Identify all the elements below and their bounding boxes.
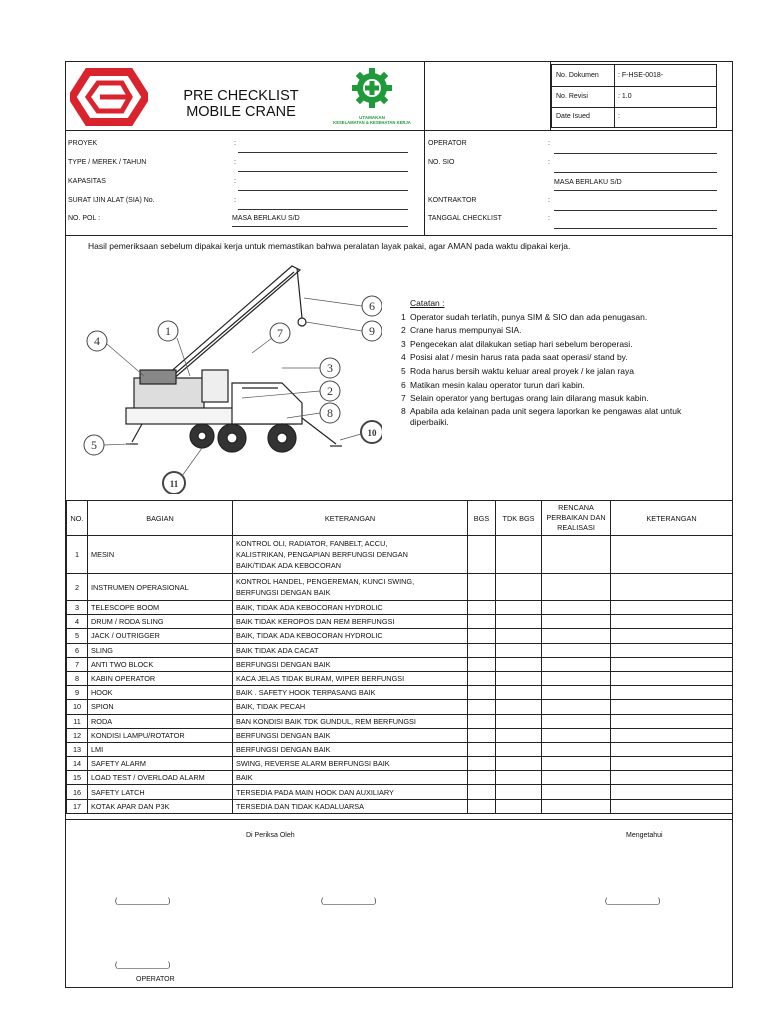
note-item: 1 Operator sudah terlatih, punya SIM & SIO dan ada penugasan. <box>401 311 648 322</box>
doc-number-value: : F-HSE-0018- <box>618 72 664 79</box>
row-keterangan-2-cell[interactable] <box>611 536 733 574</box>
keterangan-line: BAIK/TIDAK ADA KEBOCORAN <box>236 561 342 570</box>
row-tdk-bgs-cell[interactable] <box>496 536 542 574</box>
field-operator-line[interactable] <box>554 153 717 154</box>
field-sia-line[interactable] <box>238 209 408 210</box>
row-tdk-bgs-cell[interactable] <box>496 742 542 756</box>
row-bagian: HOOK <box>88 686 233 700</box>
row-number: 7 <box>67 657 88 671</box>
note-item: 2 Crane harus mempunyai SIA. <box>401 325 522 336</box>
diagram-label-8: 8 <box>327 406 333 420</box>
keterangan-line: KONTROL OLI, RADIATOR, FANBELT, ACCU, <box>236 539 388 548</box>
field-kapasitas-line[interactable] <box>238 190 408 191</box>
row-tdk-bgs-cell[interactable] <box>496 686 542 700</box>
field-sio-label: NO. SIO <box>428 159 455 166</box>
doc-number-label: No. Dokumen <box>556 72 599 79</box>
row-bagian: KOTAK APAR DAN P3K <box>88 799 233 813</box>
checklist-sheet <box>65 61 733 988</box>
revision-label: No. Revisi <box>556 93 588 100</box>
row-number: 8 <box>67 671 88 685</box>
table-row <box>67 785 733 799</box>
row-bgs-cell[interactable] <box>468 536 496 574</box>
row-bgs-cell[interactable] <box>468 785 496 799</box>
table-row <box>67 536 733 574</box>
row-keterangan-2-cell[interactable] <box>611 757 733 771</box>
row-bgs-cell[interactable] <box>468 714 496 728</box>
row-number: 6 <box>67 643 88 657</box>
table-row <box>67 714 733 728</box>
row-keterangan <box>233 799 468 813</box>
field-kapasitas-sep: : <box>234 178 236 185</box>
row-bagian: JACK / OUTRIGGER <box>88 629 233 643</box>
field-type-line[interactable] <box>238 171 408 172</box>
row-bgs-cell[interactable] <box>468 700 496 714</box>
row-bagian: MESIN <box>88 536 233 574</box>
table-row <box>67 728 733 742</box>
notes-block <box>401 297 681 428</box>
row-rencana-cell[interactable] <box>542 771 611 785</box>
field-kontraktor-line[interactable] <box>554 210 717 211</box>
note-item: 6 Matikan mesin kalau operator turun dari kabin. <box>401 379 585 390</box>
diagram-label-1: 1 <box>165 324 171 338</box>
keterangan-line: BAN KONDISI BAIK TDK GUNDUL, REM BERFUNGSI <box>236 716 416 726</box>
row-number: 1 <box>67 536 88 574</box>
diagram-label-10: 10 <box>367 428 377 438</box>
row-bgs-cell[interactable] <box>468 671 496 685</box>
signature-blank-2[interactable]: (_____________) <box>321 898 377 905</box>
row-keterangan-2-cell[interactable] <box>611 601 733 615</box>
diagram-label-2: 2 <box>327 384 333 398</box>
field-sia-label: SURAT IJIN ALAT (SIA) No. <box>68 197 155 204</box>
field-proyek-label: PROYEK <box>68 140 98 147</box>
row-keterangan-2-cell[interactable] <box>611 671 733 685</box>
keterangan-line: TERSEDIA DAN TIDAK KADALUARSA <box>236 801 365 811</box>
row-bagian: SPION <box>88 700 233 714</box>
col-bagian: BAGIAN <box>88 501 233 536</box>
row-bagian: DRUM / RODA SLING <box>88 615 233 629</box>
note-item: diperbaiki. <box>410 416 449 427</box>
row-rencana-cell[interactable] <box>542 785 611 799</box>
row-keterangan-2-cell[interactable] <box>611 686 733 700</box>
row-keterangan <box>233 700 468 714</box>
row-keterangan <box>233 742 468 756</box>
row-bagian: INSTRUMEN OPERASIONAL <box>88 574 233 601</box>
row-bagian: SAFETY ALARM <box>88 757 233 771</box>
field-kontraktor-label: KONTRAKTOR <box>428 197 477 204</box>
row-rencana-cell[interactable] <box>542 536 611 574</box>
row-keterangan <box>233 771 468 785</box>
crane-diagram <box>82 258 382 494</box>
row-number: 9 <box>67 686 88 700</box>
row-keterangan-2-cell[interactable] <box>611 799 733 813</box>
col-keterangan-2: KETERANGAN <box>611 501 733 536</box>
row-number: 11 <box>67 714 88 728</box>
field-sio-sep: : <box>548 159 550 166</box>
row-keterangan-2-cell[interactable] <box>611 629 733 643</box>
table-row <box>67 615 733 629</box>
col-bgs: BGS <box>468 501 496 536</box>
keterangan-line: BERFUNGSI DENGAN BAIK <box>236 744 331 754</box>
acknowledged-label: Mengetahui <box>626 832 663 839</box>
keterangan-line: BAIK, TIDAK ADA KEBOCORAN HYDROLIC <box>236 603 383 613</box>
row-bagian: KONDISI LAMPU/ROTATOR <box>88 728 233 742</box>
row-keterangan-2-cell[interactable] <box>611 714 733 728</box>
signature-blank-operator[interactable]: (_____________) <box>115 962 171 969</box>
table-row <box>67 686 733 700</box>
date-issued-value: : <box>618 113 620 120</box>
row-tdk-bgs-cell[interactable] <box>496 728 542 742</box>
revision-value: : 1.0 <box>618 93 632 100</box>
row-keterangan <box>233 785 468 799</box>
row-tdk-bgs-cell[interactable] <box>496 785 542 799</box>
doc-info-box <box>551 64 717 128</box>
row-number: 10 <box>67 700 88 714</box>
row-rencana-cell[interactable] <box>542 700 611 714</box>
field-proyek-sep: : <box>234 140 236 147</box>
row-bagian: SLING <box>88 643 233 657</box>
k3-caption-1: UTAMAKAN <box>359 115 385 120</box>
diagram-label-11: 11 <box>169 479 179 489</box>
row-rencana-cell[interactable] <box>542 742 611 756</box>
row-tdk-bgs-cell[interactable] <box>496 799 542 813</box>
diagram-label-6: 6 <box>369 299 375 313</box>
row-bgs-cell[interactable] <box>468 629 496 643</box>
table-row <box>67 799 733 813</box>
row-bagian: SAFETY LATCH <box>88 785 233 799</box>
row-bgs-cell[interactable] <box>468 601 496 615</box>
table-row <box>67 574 733 601</box>
row-number: 17 <box>67 799 88 813</box>
row-keterangan <box>233 536 468 574</box>
signature-blank-3[interactable]: (_____________) <box>605 898 661 905</box>
row-keterangan <box>233 574 468 601</box>
row-keterangan <box>233 728 468 742</box>
row-rencana-cell[interactable] <box>542 657 611 671</box>
note-item: 5 Roda harus bersih waktu keluar areal proyek / ke jalan raya <box>401 365 634 376</box>
row-keterangan-2-cell[interactable] <box>611 728 733 742</box>
keterangan-line: TERSEDIA PADA MAIN HOOK DAN AUXILIARY <box>236 787 394 797</box>
row-keterangan <box>233 601 468 615</box>
row-rencana-cell[interactable] <box>542 686 611 700</box>
field-type-label: TYPE / MEREK / TAHUN <box>68 159 147 166</box>
k3-caption-2: KESELAMATAN & KESEHATAN KERJA <box>333 120 411 125</box>
row-tdk-bgs-cell[interactable] <box>496 615 542 629</box>
row-keterangan-2-cell[interactable] <box>611 643 733 657</box>
row-bgs-cell[interactable] <box>468 771 496 785</box>
row-keterangan-2-cell[interactable] <box>611 785 733 799</box>
field-tanggal-label: TANGGAL CHECKLIST <box>428 215 502 222</box>
field-kontraktor-sep: : <box>548 197 550 204</box>
keterangan-line: SWING, REVERSE ALARM BERFUNGSI BAIK <box>236 759 390 769</box>
diagram-label-5: 5 <box>91 438 97 452</box>
field-nopol-label: NO. POL : <box>68 215 101 222</box>
row-keterangan <box>233 629 468 643</box>
row-keterangan-2-cell[interactable] <box>611 700 733 714</box>
field-sia-sep: : <box>234 197 236 204</box>
row-rencana-cell[interactable] <box>542 629 611 643</box>
keterangan-line: BAIK . SAFETY HOOK TERPASANG BAIK <box>236 688 376 698</box>
row-bagian: RODA <box>88 714 233 728</box>
checked-by-label: Di Periksa Oleh <box>246 832 295 839</box>
table-row <box>67 700 733 714</box>
row-keterangan <box>233 643 468 657</box>
field-kapasitas-label: KAPASITAS <box>68 178 106 185</box>
row-rencana-cell[interactable] <box>542 714 611 728</box>
row-tdk-bgs-cell[interactable] <box>496 657 542 671</box>
row-tdk-bgs-cell[interactable] <box>496 629 542 643</box>
row-bgs-cell[interactable] <box>468 742 496 756</box>
field-sio-expiry-label: MASA BERLAKU S/D <box>554 179 622 186</box>
row-tdk-bgs-cell[interactable] <box>496 714 542 728</box>
table-header-row <box>67 501 733 536</box>
field-sio-expiry-line[interactable] <box>554 190 717 191</box>
row-number: 15 <box>67 771 88 785</box>
table-row <box>67 742 733 756</box>
row-number: 5 <box>67 629 88 643</box>
row-number: 3 <box>67 601 88 615</box>
row-bgs-cell[interactable] <box>468 574 496 601</box>
row-tdk-bgs-cell[interactable] <box>496 757 542 771</box>
field-nopol-sep: MASA BERLAKU S/D <box>232 215 300 222</box>
keterangan-line: KONTROL HANDEL, PENGEREMAN, KUNCI SWING, <box>236 577 415 586</box>
title-block <box>166 88 316 120</box>
row-keterangan-2-cell[interactable] <box>611 615 733 629</box>
table-row <box>67 643 733 657</box>
row-bgs-cell[interactable] <box>468 799 496 813</box>
row-tdk-bgs-cell[interactable] <box>496 771 542 785</box>
table-row <box>67 771 733 785</box>
row-keterangan-2-cell[interactable] <box>611 771 733 785</box>
col-keterangan: KETERANGAN <box>233 501 468 536</box>
row-number: 4 <box>67 615 88 629</box>
safety-gear-icon <box>350 66 394 110</box>
intro-text: Hasil pemeriksaan sebelum dipakai kerja untuk memastikan bahwa peralatan layak pakai, agar AMAN pada waktu dipakai kerja. <box>88 241 571 251</box>
row-bgs-cell[interactable] <box>468 757 496 771</box>
col-rencana: RENCANA PERBAIKAN DAN REALISASI <box>542 501 611 536</box>
row-keterangan <box>233 615 468 629</box>
row-number: 12 <box>67 728 88 742</box>
date-issued-label: Date Isued <box>556 113 590 120</box>
row-tdk-bgs-cell[interactable] <box>496 671 542 685</box>
row-bgs-cell[interactable] <box>468 657 496 671</box>
k3-logo <box>320 66 424 125</box>
col-no: NO. <box>67 501 88 536</box>
row-tdk-bgs-cell[interactable] <box>496 700 542 714</box>
keterangan-line: BAIK <box>236 773 253 783</box>
row-keterangan-2-cell[interactable] <box>611 742 733 756</box>
diagram-label-3: 3 <box>327 361 333 375</box>
field-tanggal-sep: : <box>548 215 550 222</box>
row-bagian: ANTI TWO BLOCK <box>88 657 233 671</box>
field-operator-label: OPERATOR <box>428 140 467 147</box>
row-number: 2 <box>67 574 88 601</box>
checklist-table <box>66 500 733 814</box>
note-item: 7 Selain operator yang bertugas orang lain dilarang masuk kabin. <box>401 393 649 404</box>
keterangan-line: BERFUNGSI DENGAN BAIK <box>236 730 331 740</box>
row-tdk-bgs-cell[interactable] <box>496 643 542 657</box>
row-tdk-bgs-cell[interactable] <box>496 601 542 615</box>
keterangan-line: KALISTRIKAN, PENGAPIAN BERFUNGSI DENGAN <box>236 550 408 559</box>
notes-heading: Catatan : <box>410 298 445 308</box>
diagram-label-7: 7 <box>277 326 283 340</box>
field-type-sep: : <box>234 159 236 166</box>
row-keterangan <box>233 714 468 728</box>
keterangan-line: BERFUNGSI DENGAN BAIK <box>236 659 331 669</box>
note-item: 8 Apabila ada kelainan pada unit segera laporkan ke pengawas alat untuk <box>401 405 682 416</box>
row-keterangan <box>233 671 468 685</box>
row-rencana-cell[interactable] <box>542 574 611 601</box>
row-number: 16 <box>67 785 88 799</box>
row-keterangan-2-cell[interactable] <box>611 574 733 601</box>
row-rencana-cell[interactable] <box>542 799 611 813</box>
field-nopol-line[interactable] <box>232 226 408 227</box>
row-bgs-cell[interactable] <box>468 728 496 742</box>
title-line-1: PRE CHECKLIST <box>183 88 299 104</box>
row-keterangan <box>233 657 468 671</box>
row-tdk-bgs-cell[interactable] <box>496 574 542 601</box>
keterangan-line: KACA JELAS TIDAK BURAM, WIPER BERFUNGSI <box>236 674 405 684</box>
keterangan-line: BERFUNGSI DENGAN BAIK <box>236 588 331 597</box>
table-row <box>67 671 733 685</box>
keterangan-line: BAIK, TIDAK PECAH <box>236 702 306 712</box>
field-tanggal-line[interactable] <box>554 228 717 229</box>
row-keterangan <box>233 686 468 700</box>
row-bgs-cell[interactable] <box>468 643 496 657</box>
diagram-label-4: 4 <box>94 334 100 348</box>
field-operator-sep: : <box>548 140 550 147</box>
title-line-2: MOBILE CRANE <box>186 104 296 120</box>
row-bagian: TELESCOPE BOOM <box>88 601 233 615</box>
row-bagian: LOAD TEST / OVERLOAD ALARM <box>88 771 233 785</box>
keterangan-line: BAIK TIDAK KEROPOS DAN REM BERFUNGSI <box>236 617 395 627</box>
diagram-label-9: 9 <box>369 324 375 338</box>
note-item: 3 Pengecekan alat dilakukan setiap hari sebelum beroperasi. <box>401 338 633 349</box>
row-bagian: LMI <box>88 742 233 756</box>
row-rencana-cell[interactable] <box>542 728 611 742</box>
field-sio-line[interactable] <box>554 172 717 173</box>
row-bgs-cell[interactable] <box>468 615 496 629</box>
keterangan-line: BAIK TIDAK ADA CACAT <box>236 645 319 655</box>
signature-blank-1[interactable]: (_____________) <box>115 898 171 905</box>
row-rencana-cell[interactable] <box>542 643 611 657</box>
table-row <box>67 601 733 615</box>
row-rencana-cell[interactable] <box>542 615 611 629</box>
table-row <box>67 657 733 671</box>
row-keterangan-2-cell[interactable] <box>611 657 733 671</box>
row-number: 14 <box>67 757 88 771</box>
company-logo <box>70 68 148 126</box>
row-rencana-cell[interactable] <box>542 671 611 685</box>
row-bgs-cell[interactable] <box>468 686 496 700</box>
operator-label: OPERATOR <box>136 976 175 983</box>
field-proyek-line[interactable] <box>238 152 408 153</box>
row-keterangan <box>233 757 468 771</box>
row-rencana-cell[interactable] <box>542 757 611 771</box>
row-bagian: KABIN OPERATOR <box>88 671 233 685</box>
table-row <box>67 757 733 771</box>
row-number: 13 <box>67 742 88 756</box>
note-item: 4 Posisi alat / mesin harus rata pada saat operasi/ stand by. <box>401 352 628 363</box>
keterangan-line: BAIK, TIDAK ADA KEBOCORAN HYDROLIC <box>236 631 383 641</box>
col-tdk-bgs: TDK BGS <box>496 501 542 536</box>
table-row <box>67 629 733 643</box>
row-rencana-cell[interactable] <box>542 601 611 615</box>
